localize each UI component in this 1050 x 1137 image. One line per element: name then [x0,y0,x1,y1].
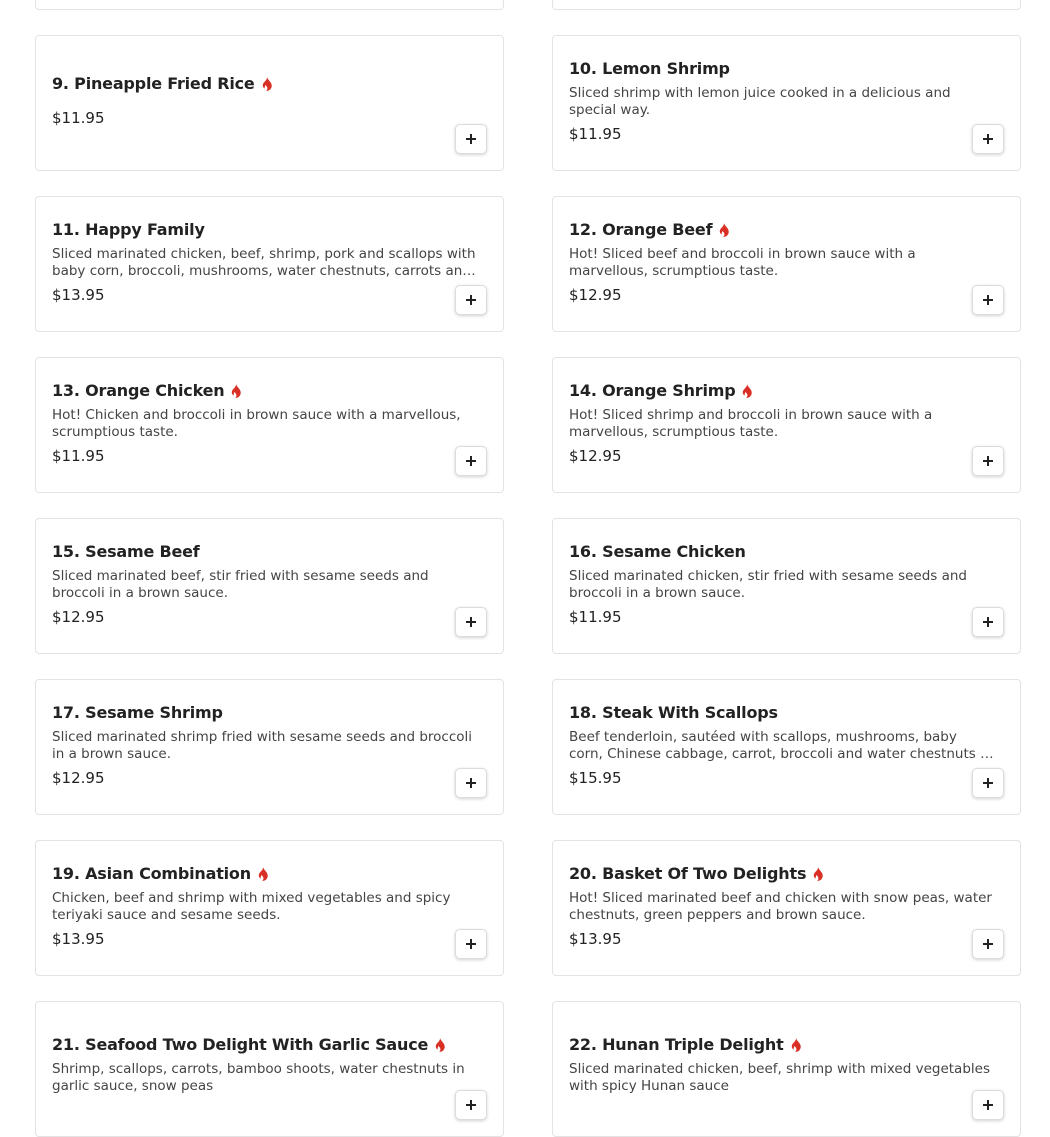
plus-icon [983,456,993,466]
flame-icon [741,384,753,398]
add-to-cart-button[interactable] [455,768,487,798]
menu-item-card[interactable] [35,35,504,171]
menu-item-price: $13.95 [52,929,105,948]
plus-icon [466,456,476,466]
plus-icon [983,134,993,144]
menu-item-card[interactable] [552,357,1021,493]
menu-item-title-row [569,381,1004,401]
menu-item-title-row [569,220,1004,240]
menu-item-card[interactable] [552,1001,1021,1137]
menu-item-card[interactable] [552,518,1021,654]
menu-items-grid [35,0,1021,1137]
plus-icon [466,1100,476,1110]
menu-item-card[interactable] [552,840,1021,976]
add-to-cart-button[interactable] [455,124,487,154]
add-to-cart-button[interactable] [972,607,1004,637]
plus-icon [466,778,476,788]
flame-icon [718,223,730,237]
menu-item-price: $11.95 [52,446,105,465]
menu-item-price: $15.95 [569,768,622,787]
plus-icon [466,295,476,305]
menu-item-description: Sliced marinated shrimp fried with sesame seeds and broccoli in a brown sauce. [52,728,473,762]
menu-item-title-row [569,703,1004,723]
plus-icon [983,1100,993,1110]
menu-item-card[interactable] [35,0,504,10]
add-to-cart-button[interactable] [455,929,487,959]
flame-icon [261,77,273,91]
menu-item-title-row [52,220,487,240]
menu-item-description: Beef tenderloin, sautéed with scallops, mushrooms, baby corn, Chinese cabbage, carrot, broccoli and water chestnuts in [569,728,993,762]
menu-item-name: 15. Sesame Beef [52,541,200,561]
menu-item-card[interactable] [552,35,1021,171]
menu-item-price: $12.95 [569,446,622,465]
menu-item-price: $11.95 [52,109,105,127]
menu-item-card[interactable] [35,357,504,493]
add-to-cart-button[interactable] [972,929,1004,959]
menu-item-title-row [52,1035,487,1055]
menu-item-title-row [52,542,487,562]
flame-icon [257,867,269,881]
plus-icon [983,295,993,305]
menu-item-description: Hot! Sliced shrimp and broccoli in brown sauce with a marvellous, scrumptious taste. [569,406,933,440]
menu-item-card[interactable] [35,518,504,654]
menu-item-title-row [569,1035,1004,1055]
menu-item-description: Sliced marinated chicken, beef, shrimp, pork and scallops with baby corn, broccoli, mushrooms, water chestnuts, carrots and [52,245,476,279]
menu-item-title-row [569,864,1004,884]
menu-item-title-row [569,542,1004,562]
menu-item-name: 14. Orange Shrimp [569,380,736,400]
menu-item-price: $13.95 [569,929,622,948]
menu-item-price: $12.95 [52,768,105,787]
add-to-cart-button[interactable] [972,285,1004,315]
flame-icon [434,1038,446,1052]
menu-item-description: Sliced shrimp with lemon juice cooked in a delicious and special way. [569,84,951,118]
menu-item-price: $11.95 [569,124,622,143]
plus-icon [983,617,993,627]
flame-icon [790,1038,802,1052]
flame-icon [812,867,824,881]
menu-item-title-row [52,703,487,723]
add-to-cart-button[interactable] [455,446,487,476]
plus-icon [983,778,993,788]
menu-item-card[interactable] [552,196,1021,332]
menu-item-name: 13. Orange Chicken [52,380,225,400]
menu-item-card[interactable] [552,0,1021,10]
menu-item-card[interactable] [35,1001,504,1137]
add-to-cart-button[interactable] [972,446,1004,476]
menu-item-price: $12.95 [569,285,622,304]
menu-item-name: 12. Orange Beef [569,219,713,239]
menu-item-description: Sliced marinated chicken, stir fried with sesame seeds and broccoli in a brown sauce. [569,567,968,601]
menu-item-description: Hot! Sliced beef and broccoli in brown sauce with a marvellous, scrumptious taste. [569,245,916,279]
menu-item-description: Chicken, beef and shrimp with mixed vegetables and spicy teriyaki sauce and sesame seeds. [52,889,451,923]
flame-icon [230,384,242,398]
plus-icon [466,617,476,627]
add-to-cart-button[interactable] [972,768,1004,798]
add-to-cart-button[interactable] [972,124,1004,154]
menu-item-name: 11. Happy Family [52,219,205,239]
menu-item-card[interactable] [552,679,1021,815]
add-to-cart-button[interactable] [455,285,487,315]
menu-item-card[interactable] [35,679,504,815]
menu-item-name: 21. Seafood Two Delight With Garlic Sauce [52,1034,429,1054]
menu-item-description: Sliced marinated beef, stir fried with sesame seeds and broccoli in a brown sauce. [52,567,429,601]
menu-item-name: 19. Asian Combination [52,863,251,883]
menu-item-card[interactable] [35,196,504,332]
menu-item-description: Sliced marinated chicken, beef, shrimp with mixed vegetables with spicy Hunan sauce [569,1060,990,1094]
menu-item-title-row [52,381,487,401]
menu-item-name: 18. Steak With Scallops [569,702,778,722]
add-to-cart-button[interactable] [455,607,487,637]
menu-item-name: 17. Sesame Shrimp [52,702,223,722]
menu-item-title-row [569,59,1004,79]
menu-item-name: 9. Pineapple Fried Rice [52,74,255,93]
menu-item-title-row [52,864,487,884]
menu-item-name: 22. Hunan Triple Delight [569,1034,784,1054]
menu-item-description: Hot! Sliced marinated beef and chicken with snow peas, water chestnuts, green peppers and brown sauce. [569,889,992,923]
plus-icon [466,134,476,144]
plus-icon [466,939,476,949]
add-to-cart-button[interactable] [972,1090,1004,1120]
menu-item-card[interactable] [35,840,504,976]
menu-item-name: 10. Lemon Shrimp [569,58,730,78]
menu-item-description: Shrimp, scallops, carrots, bamboo shoots, water chestnuts in garlic sauce, snow peas [52,1060,465,1094]
menu-item-title-row [52,74,487,94]
menu-item-description: Hot! Chicken and broccoli in brown sauce with a marvellous, scrumptious taste. [52,406,461,440]
add-to-cart-button[interactable] [455,1090,487,1120]
menu-item-price: $12.95 [52,607,105,626]
menu-item-name: 20. Basket Of Two Delights [569,863,807,883]
plus-icon [983,939,993,949]
menu-item-price: $13.95 [52,285,105,304]
menu-item-name: 16. Sesame Chicken [569,541,746,561]
menu-item-price: $11.95 [569,607,622,626]
